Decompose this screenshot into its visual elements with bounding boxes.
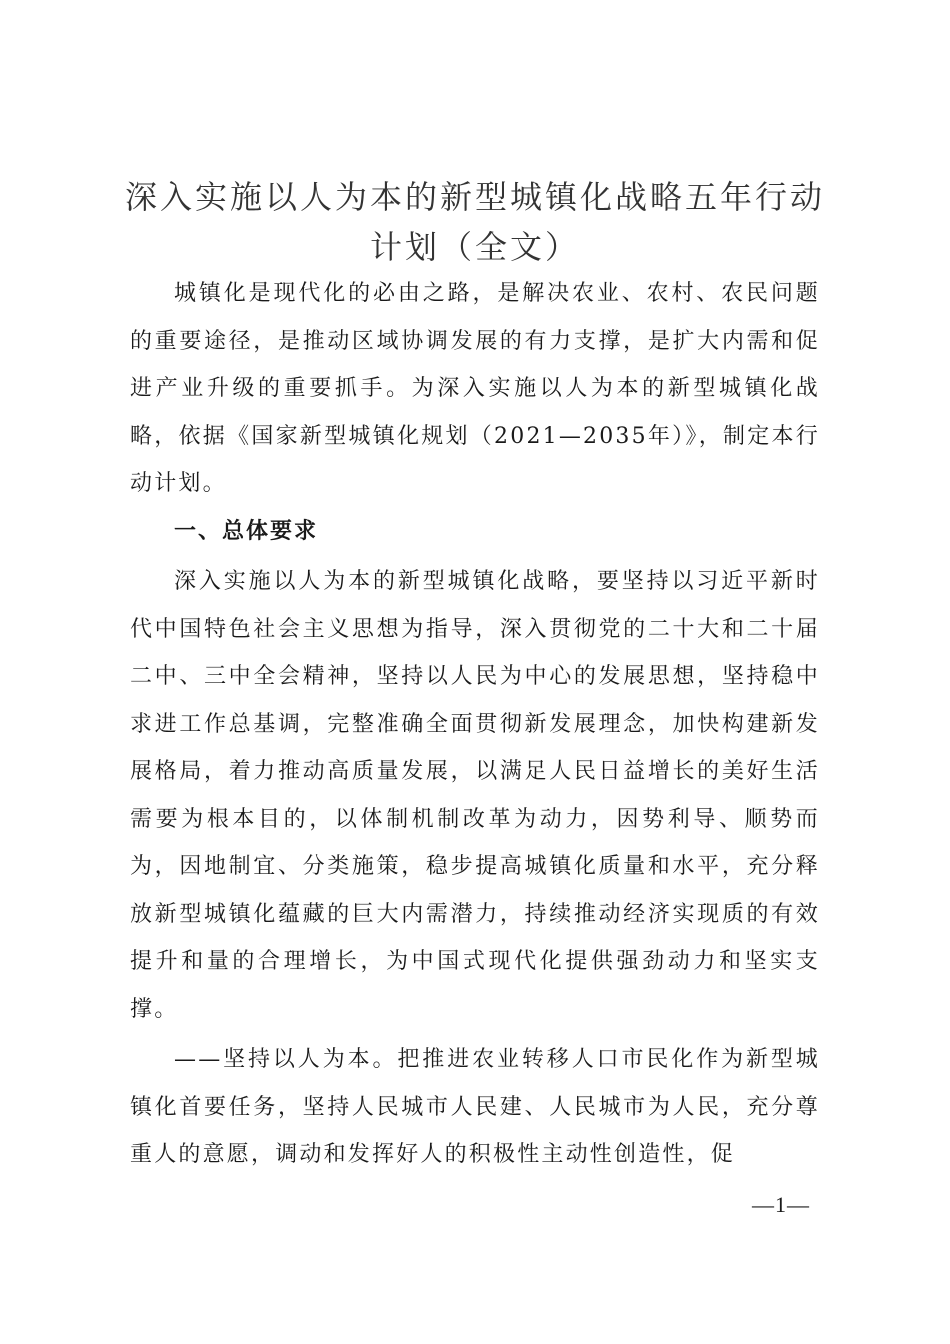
intro-paragraph: 城镇化是现代化的必由之路，是解决农业、农村、农民问题的重要途径，是推动区域协调发展的有力支撑，是扩大内需和促进产业升级的重要抓手。为深入实施以人为本的新型城镇化战略，依据《国家新型城镇化规划（2021—2035年）》，制定本行动计划。 — [130, 281, 820, 496]
section-paragraph: ——坚持以人为本。把推进农业转移人口市民化作为新型城镇化首要任务，坚持人民城市人民建、人民城市为人民，充分尊重人的意愿，调动和发挥好人的积极性主动性创造性，促 — [130, 1047, 820, 1167]
section-heading: 一、总体要求 — [174, 518, 319, 544]
section-paragraph: 深入实施以人为本的新型城镇化战略，要坚持以习近平新时代中国特色社会主义思想为指导，深入贯彻党的二十大和二十届二中、三中全会精神，坚持以人民为中心的发展思想，坚持稳中求进工作总基调，完整准确全面贯彻新发展理念，加快构建新发展格局，着力推动高质量发展，以满足人民日益增长的美好生活需要为根本目的，以体制机制改革为动力，因势利导、顺势而为，因地制宜、分类施策，稳步提高城镇化质量和水平，充分释放新型城镇化蕴藏的巨大内需潜力，持续推动经济实现质的有效提升和量的合理增长，为中国式现代化提供强劲动力和坚实支撑。 — [130, 569, 820, 1022]
document-body — [130, 270, 820, 1179]
document-title: 深入实施以人为本的新型城镇化战略五年行动计划（全文） — [124, 178, 825, 266]
page-number: —1— — [752, 1192, 810, 1217]
